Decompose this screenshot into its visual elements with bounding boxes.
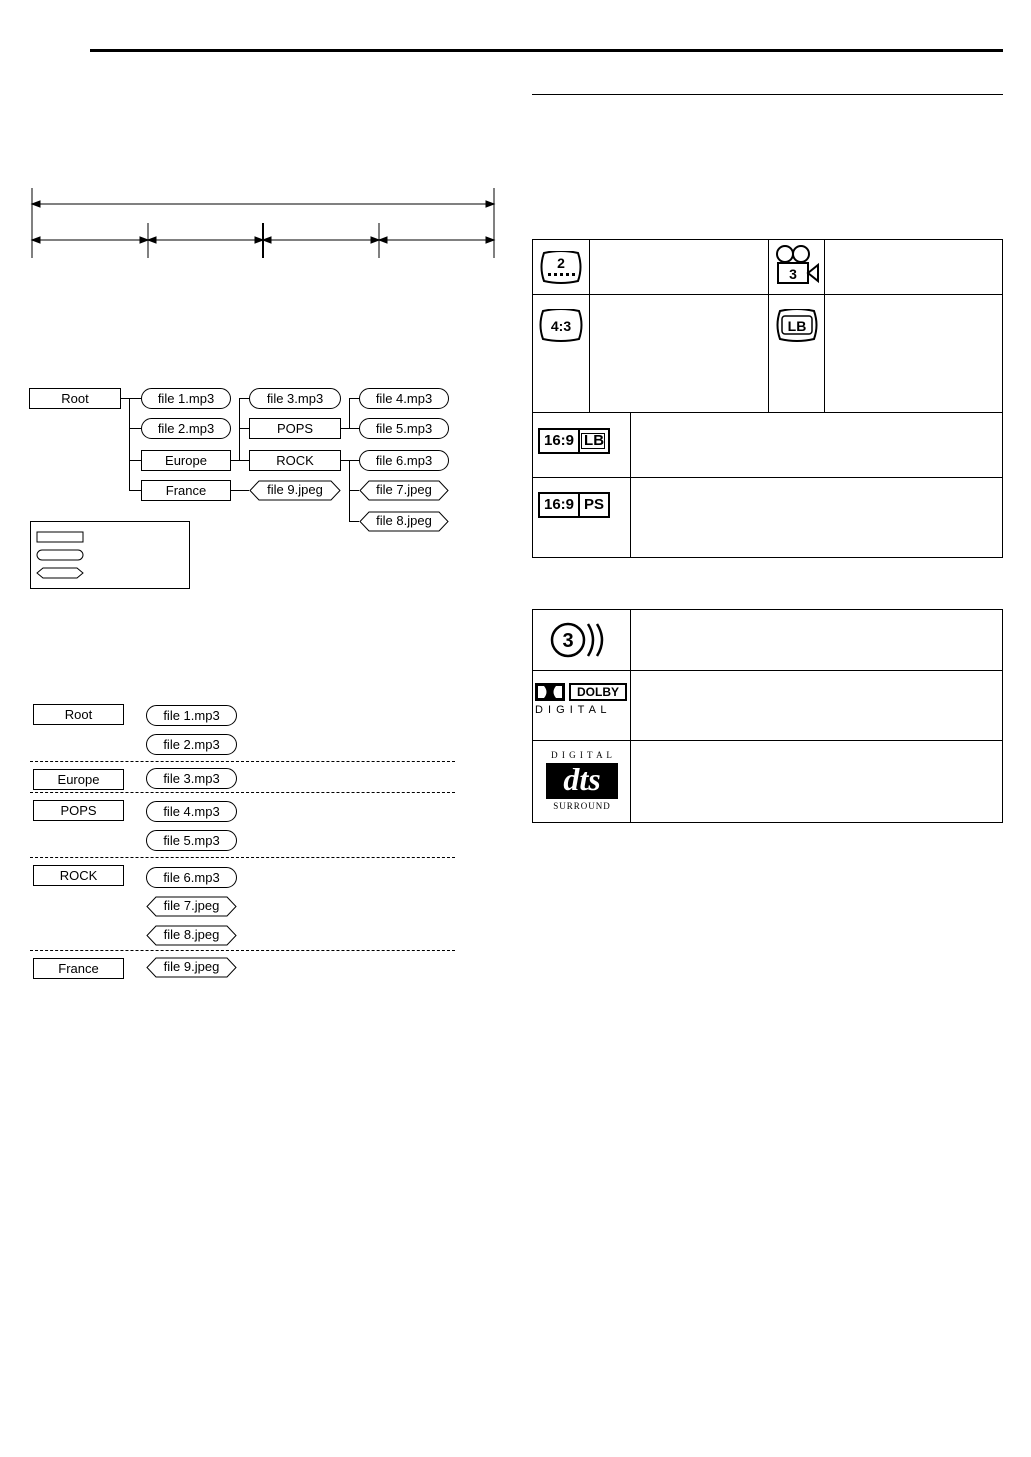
order-file-5: file 5.mp3	[146, 830, 237, 851]
order-file-9-label: file 9.jpeg	[163, 959, 220, 974]
tree-file-1: file 1.mp3	[141, 388, 231, 409]
tree-file-3: file 3.mp3	[249, 388, 341, 409]
order-file-1: file 1.mp3	[146, 705, 237, 726]
order-file-9	[146, 957, 237, 978]
tree-file-5: file 5.mp3	[359, 418, 449, 439]
group-divider	[30, 792, 455, 793]
widescreen-ps-mode: PS	[578, 494, 608, 516]
right-section-rule	[532, 94, 1003, 95]
tree-folder-europe: Europe	[141, 450, 231, 471]
tree-file-9-label: file 9.jpeg	[267, 482, 323, 497]
audio-tracks-icon	[539, 251, 583, 285]
dolby-sub: D I G I T A L	[535, 704, 608, 716]
tree-file-6: file 6.mp3	[359, 450, 449, 471]
tree-file-4: file 4.mp3	[359, 388, 449, 409]
dts-top-text: D I G I T A L	[551, 750, 613, 760]
order-file-6: file 6.mp3	[146, 867, 237, 888]
letterbox-icon	[775, 309, 819, 343]
order-folder-rock: ROCK	[33, 865, 124, 886]
order-file-4: file 4.mp3	[146, 801, 237, 822]
tree-folder-france: France	[141, 480, 231, 501]
aspect-4-3-label: 4:3	[550, 318, 572, 334]
tree-file-7	[359, 480, 449, 501]
tree-file-8	[359, 511, 449, 532]
group-divider	[30, 950, 455, 951]
order-file-8-label: file 8.jpeg	[163, 927, 220, 942]
tree-folder-rock: ROCK	[249, 450, 341, 471]
tree-file-2: file 2.mp3	[141, 418, 231, 439]
order-folder-root: Root	[33, 704, 124, 725]
order-file-7-label: file 7.jpeg	[163, 898, 220, 913]
dts-surround-logo	[542, 750, 622, 816]
header-rule	[90, 49, 1003, 52]
order-folder-europe: Europe	[33, 769, 124, 790]
title-chapter-diagram	[28, 185, 500, 265]
dolby-brand: DOLBY	[569, 683, 627, 701]
tree-folder-root: Root	[29, 388, 121, 409]
letterbox-label: LB	[787, 318, 807, 334]
order-folder-france: France	[33, 958, 124, 979]
surround-sound-icon	[548, 619, 618, 661]
widescreen-lb-ratio: 16:9	[544, 432, 575, 449]
tree-folder-pops: POPS	[249, 418, 341, 439]
group-divider	[30, 761, 455, 762]
widescreen-ps-icon	[538, 492, 610, 518]
audio-format-table	[532, 609, 1004, 824]
video-icon-table	[532, 239, 1004, 559]
dolby-digital-logo	[535, 683, 627, 719]
angles-number: 3	[789, 266, 797, 282]
dts-bottom-text: SURROUND	[553, 801, 611, 811]
surround-number: 3	[562, 630, 574, 652]
widescreen-lb-mode: LB	[578, 430, 608, 452]
widescreen-ps-ratio: 16:9	[544, 496, 575, 513]
widescreen-lb-icon	[538, 428, 610, 454]
tree-file-7-label: file 7.jpeg	[376, 482, 432, 497]
audio-tracks-number: 2	[557, 255, 565, 271]
dolby-double-d-icon	[535, 683, 565, 701]
group-divider	[30, 857, 455, 858]
dts-wordmark: dts	[546, 763, 618, 799]
order-file-3: file 3.mp3	[146, 768, 237, 789]
tree-file-8-label: file 8.jpeg	[376, 513, 432, 528]
camera-angle-icon	[774, 243, 822, 291]
aspect-4-3-icon	[538, 309, 584, 343]
order-file-7	[146, 896, 237, 917]
order-file-2: file 2.mp3	[146, 734, 237, 755]
order-folder-pops: POPS	[33, 800, 124, 821]
tree-legend	[30, 521, 190, 589]
tree-file-9	[249, 480, 341, 501]
order-file-8	[146, 925, 237, 946]
